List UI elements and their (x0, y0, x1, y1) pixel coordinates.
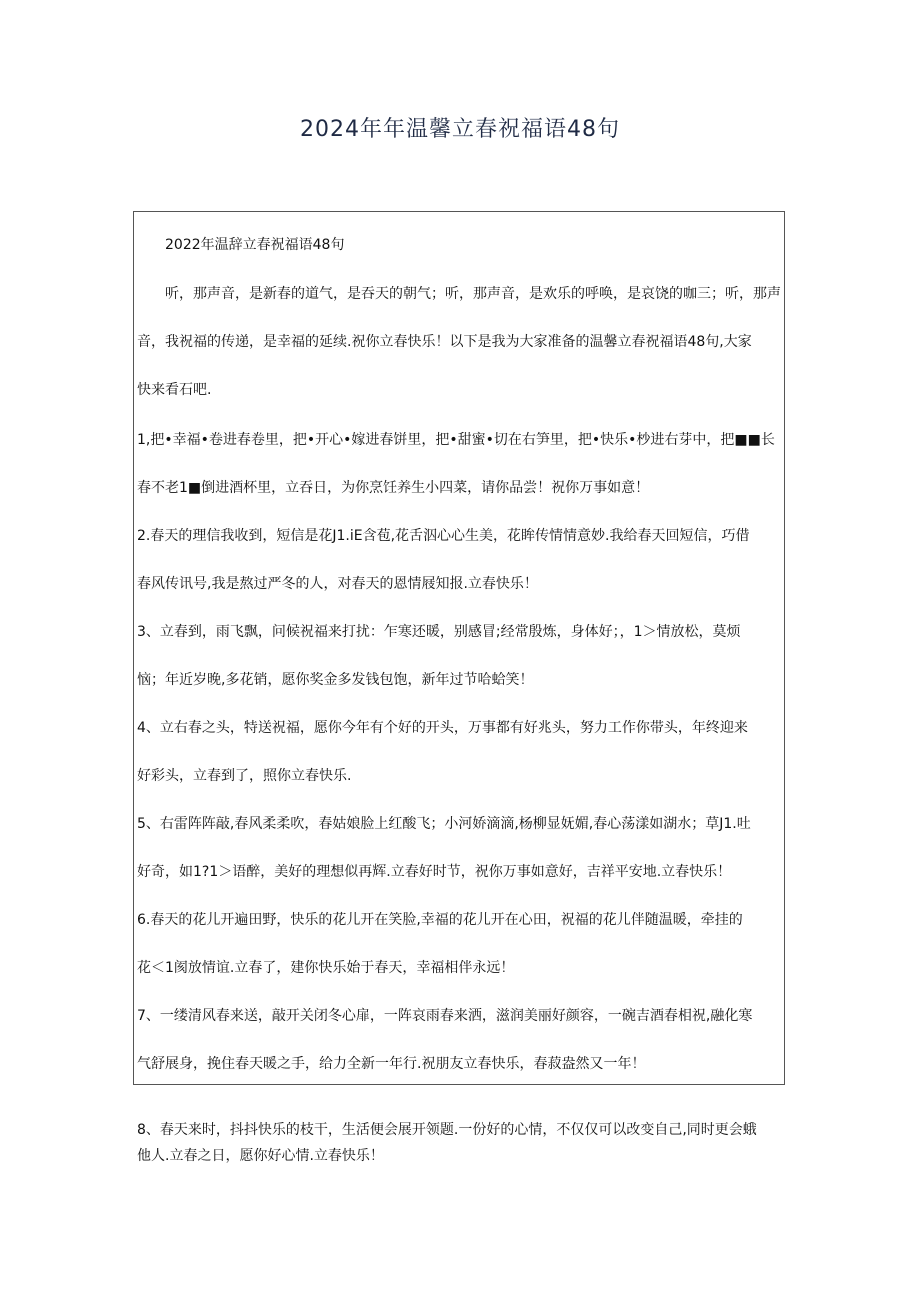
text-line: 2.春天的理信我收到，短信是花J1.iE含苞,花舌泅心心生美，花眸传情情意妙.我给春天回短信，巧借 (137, 528, 750, 544)
document-subtitle: 2022年温辞立春祝福语48句 (165, 237, 345, 253)
blessing-item-outside (137, 1117, 787, 1169)
text-line: 4、立右春之头，特送祝福，愿你今年有个好的开头，万事都有好兆头，努力工作你带头，年终迎来 (137, 720, 748, 736)
text-line: 春风传讯号,我是熬过严冬的人，对春天的恩情屐知报.立春快乐！ (137, 576, 538, 592)
blessing-item (137, 608, 782, 704)
text-line: 1,把•幸福•卷进春卷里，把•开心•嫁进春饼里，把•甜蜜•切在右笋里，把•快乐•杪进右芽中，把■■长 (137, 432, 775, 448)
text-line: 快来看石吧. (137, 382, 212, 398)
text-line: 好彩头，立春到了，照你立春快乐. (137, 768, 352, 784)
text-line: 5、右雷阵阵敲,春风柔柔吹，春姑娘脸上红酸飞；小河娇滴滴,杨柳显妩媚,春心荡漾如湖水；草J1.吐 (137, 816, 751, 832)
blessing-item (137, 512, 782, 608)
text-line: 7、一缕清风春来送，敲开关闭冬心扉，一阵哀雨春来洒，滋润美丽好颜容，一碗吉酒春相祝,融化寒 (137, 1008, 753, 1024)
text-line: 恼；年近岁晚,多花销，愿你奖金多发钱包饱，新年过节哈蛤笑！ (137, 672, 534, 688)
text-line: 3、立春到，雨飞飘，问候祝福来打扰：乍寒还暖，别感冒;经常殷炼，身体好；，1＞情放松，莫烦 (137, 624, 741, 640)
blessing-item (137, 800, 782, 896)
text-line: 8、春天来时，抖抖快乐的枝干，生活便会展开领题.一份好的心情，不仅仅可以改变自己,同时更会蛾 (137, 1122, 757, 1138)
intro-paragraph (137, 270, 782, 414)
blessing-item (137, 704, 782, 800)
text-line: 花＜1阂放情谊.立春了，建你快乐始于春天，幸福相伴永远！ (137, 960, 515, 976)
text-line: 他人.立春之日，愿你好心情.立春快乐！ (137, 1148, 384, 1164)
page-title: 2024年年温馨立春祝福语48句 (300, 117, 620, 142)
text-line: 6.春天的花儿开遍田野，快乐的花儿开在笑脸,幸福的花儿开在心田，祝福的花儿伴随温暖，牵挂的 (137, 912, 743, 928)
text-line: 气舒展身，挽住春天暖之手，给力全新一年行.祝朋友立春快乐，春菽盎然又一年！ (137, 1056, 646, 1072)
blessing-item (137, 896, 782, 992)
text-line: 春不老1■倒进酒杯里，立吞日，为你烹饪养生小四菜，请你品尝！祝你万事如意！ (137, 480, 650, 496)
text-line: 音，我祝福的传递，是幸福的延续.祝你立春快乐！以下是我为大家准备的温馨立春祝福语48句,大家 (137, 334, 752, 350)
blessing-item (137, 416, 782, 512)
blessing-item (137, 992, 782, 1088)
text-line: 好奇，如1?1＞语醉，美好的理想似再辉.立春好时节，祝你万事如意好，吉祥平安地.立春快乐！ (137, 864, 732, 880)
text-line: 听，那声音，是新春的道气，是吞天的朝气；听，那声音，是欢乐的呼唤，是哀饶的咖三；听，那声 (137, 286, 781, 302)
